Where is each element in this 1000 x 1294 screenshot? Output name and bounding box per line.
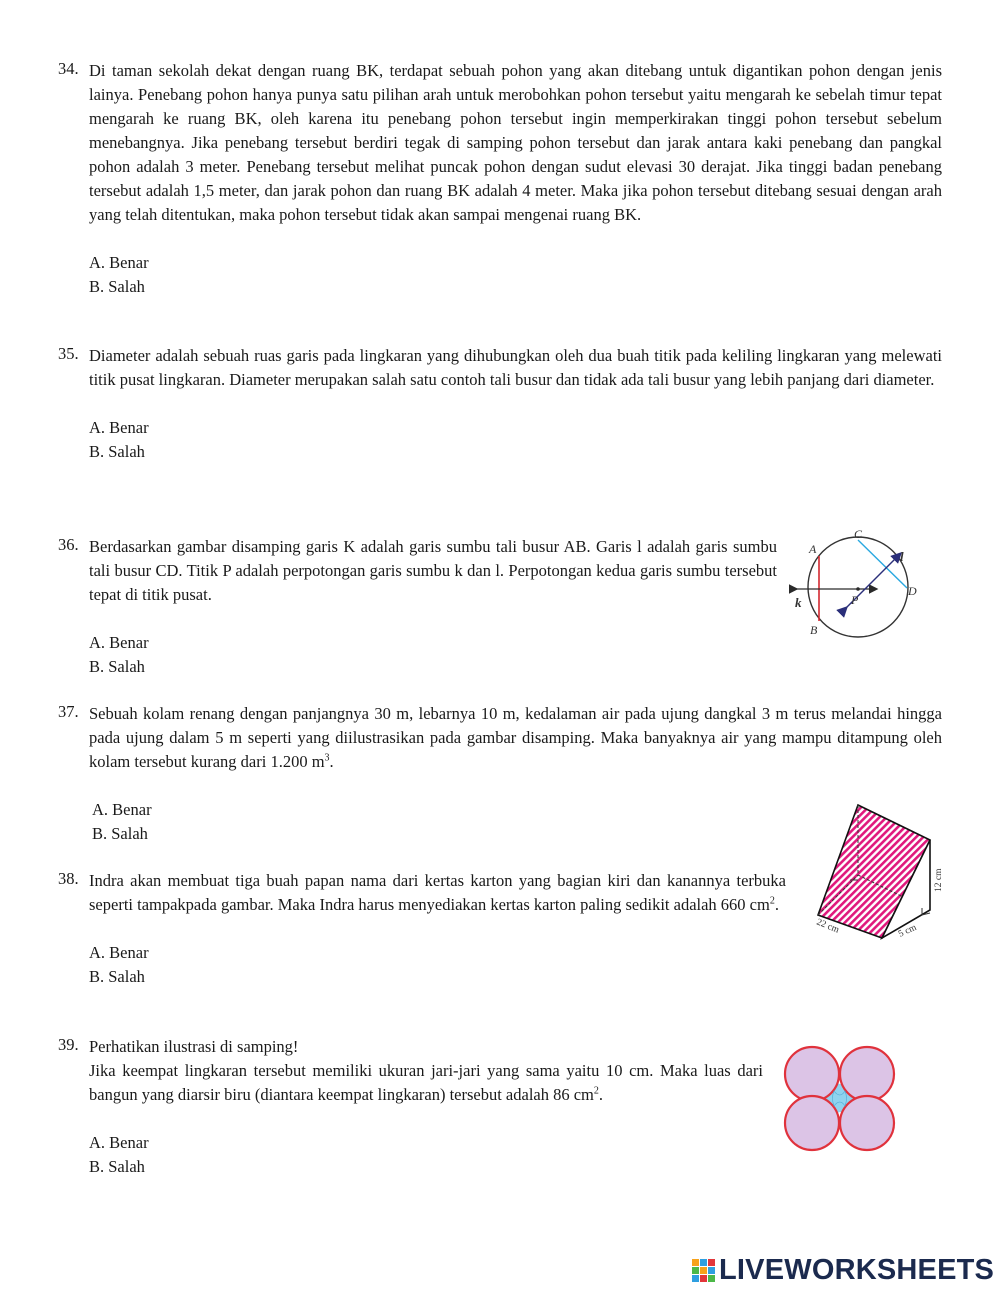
option-b[interactable]: B. Salah bbox=[89, 657, 145, 676]
circle-bottom-right bbox=[840, 1096, 894, 1150]
option-b[interactable]: B. Salah bbox=[92, 824, 148, 843]
question-text: Diameter adalah sebuah ruas garis pada lingkaran yang dihubungkan oleh dua buah titik pada keliling lingkaran yang melewati titik pusat lingkaran. Diameter merupakan salah satu contoh tali busur dan tidak ada tali busur yang lebih panjang dari diameter. bbox=[89, 346, 942, 389]
label-a: A bbox=[809, 542, 817, 556]
circle-top-right bbox=[840, 1047, 894, 1101]
point-p bbox=[856, 587, 860, 591]
dimension-height: 12 cm bbox=[934, 868, 944, 892]
question-text: Berdasarkan gambar disamping garis K adalah garis sumbu tali busur AB. Garis l adalah garis sumbu tali busur CD. Titik P adalah perpotongan garis sumbu k dan l. Perpotongan kedua garis sumbu tersebut tepat di titik pusat. bbox=[89, 537, 777, 604]
dimension-width: 5 cm bbox=[897, 922, 919, 940]
circle-top-left bbox=[785, 1047, 839, 1101]
question-number: 37. bbox=[58, 702, 79, 721]
label-p: P bbox=[851, 593, 859, 607]
question-intro: Perhatikan ilustrasi di samping! bbox=[89, 1037, 299, 1056]
question-text bbox=[89, 702, 942, 774]
option-b[interactable]: B. Salah bbox=[89, 967, 145, 986]
option-a[interactable]: A. Benar bbox=[89, 1133, 149, 1152]
question-text-tail: . bbox=[598, 1085, 604, 1104]
question-34 bbox=[58, 59, 942, 299]
superscript: 2 bbox=[769, 895, 775, 907]
main-circle bbox=[808, 537, 908, 637]
question-text: Di taman sekolah dekat dengan ruang BK, terdapat sebuah pohon yang akan ditebang untuk digantikan pohon dengan jenis lainya. Penebang pohon hanya punya satu pilihan arah untuk merobohkan pohon tersebut yaitu mengarah ke sebelah timur tepat mengarah ke ruang BK, oleh karena itu penebang pohon tersebut ingin memperkirakan tinggi pohon tersebut sebelum menebangnya. Jika penebang tersebut berdiri tegak di samping pohon tersebut dan jarak antara kaki penebang dan pangkal pohon adalah 3 meter. Penebang tersebut melihat puncak pohon dengan sudut elevasi 30 derajat. Jika tinggi badan penebang tersebut adalah 1,5 meter, dan jarak pohon dan ruang BK adalah 4 meter. Maka jika pohon tersebut ditebang sesuai dengan arah yang telah ditentukan, maka pohon tersebut tidak akan sampai mengenai ruang BK. bbox=[89, 61, 942, 224]
option-a[interactable]: A. Benar bbox=[89, 418, 149, 437]
liveworksheets-logo bbox=[692, 1254, 994, 1287]
question-number: 39. bbox=[58, 1035, 79, 1054]
question-number: 38. bbox=[58, 869, 79, 888]
option-b[interactable]: B. Salah bbox=[89, 277, 145, 296]
option-b[interactable]: B. Salah bbox=[89, 442, 145, 461]
option-a[interactable]: A. Benar bbox=[89, 253, 149, 272]
label-c: C bbox=[854, 527, 863, 541]
label-l: l bbox=[900, 549, 904, 564]
circle-bottom-left bbox=[785, 1096, 839, 1150]
question-number: 36. bbox=[58, 535, 79, 554]
question-35 bbox=[58, 344, 942, 464]
question-number: 34. bbox=[58, 59, 79, 78]
chord-cd bbox=[858, 540, 907, 588]
four-circles-figure bbox=[780, 1044, 900, 1152]
logo-text: LIVEWORKSHEETS bbox=[719, 1254, 995, 1286]
prism-figure bbox=[810, 800, 950, 944]
superscript: 3 bbox=[324, 752, 330, 764]
superscript: 2 bbox=[593, 1085, 599, 1097]
label-k: k bbox=[795, 595, 802, 610]
question-text-tail: . bbox=[774, 895, 779, 914]
circle-bisector-figure bbox=[788, 523, 928, 645]
option-a[interactable]: A. Benar bbox=[89, 633, 149, 652]
logo-icon bbox=[692, 1259, 716, 1283]
label-b: B bbox=[810, 623, 818, 637]
question-text-tail: . bbox=[329, 752, 334, 771]
question-number: 35. bbox=[58, 344, 79, 363]
label-d: D bbox=[908, 584, 917, 598]
question-text bbox=[89, 869, 786, 917]
option-b[interactable]: B. Salah bbox=[89, 1157, 145, 1176]
question-text bbox=[89, 1035, 763, 1107]
dimension-length: 22 cm bbox=[814, 917, 841, 936]
question-text-main: Jika keempat lingkaran tersebut memiliki ukuran jari-jari yang sama yaitu 10 cm. Maka luas dari bangun yang diarsir biru (diantara keempat lingkaran) tersebut adalah 86 cm bbox=[89, 1061, 763, 1104]
question-text-main: Indra akan membuat tiga buah papan nama dari kertas karton yang bagian kiri dan kanannya terbuka seperti tampakpada gambar. Maka Indra harus menyediakan kertas karton paling sedikit adalah 660 cm bbox=[89, 871, 786, 914]
option-a[interactable]: A. Benar bbox=[89, 943, 149, 962]
option-a[interactable]: A. Benar bbox=[92, 800, 152, 819]
question-text-main: Sebuah kolam renang dengan panjangnya 30 m, lebarnya 10 m, kedalaman air pada ujung dangkal 3 m terus melandai hingga pada ujung dalam 5 m seperti yang diilustrasikan pada gambar disamping. Maka banyaknya air yang mampu ditampung oleh kolam tersebut kurang dari 1.200 m bbox=[89, 704, 942, 771]
